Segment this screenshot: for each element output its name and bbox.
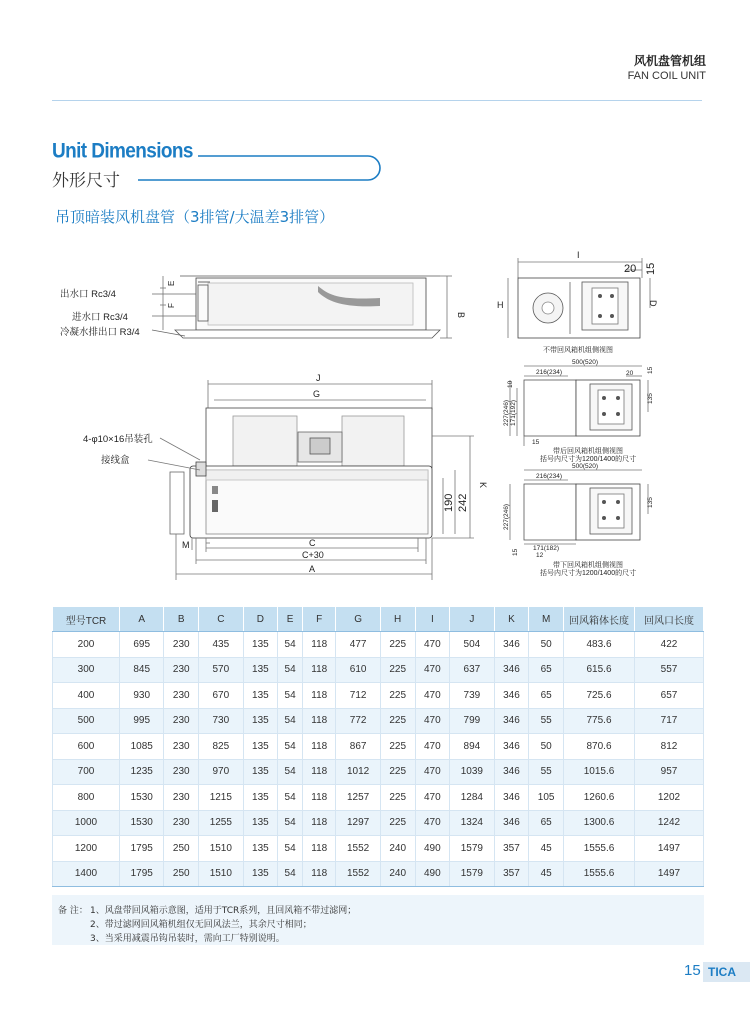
dim-135-b: 135 (647, 497, 654, 508)
dim-227-a: 227(246) (503, 399, 510, 426)
table-cell: 504 (450, 632, 494, 658)
table-cell: 470 (415, 810, 450, 836)
table-cell: 200 (53, 632, 120, 658)
table-header-cell: J (450, 607, 494, 632)
table-body (53, 632, 704, 887)
table-cell: 1242 (635, 810, 704, 836)
table-cell: 230 (164, 657, 199, 683)
table-header-cell: G (336, 607, 380, 632)
table-cell: 346 (494, 708, 529, 734)
table-cell: 739 (450, 683, 494, 709)
table-cell: 490 (415, 836, 450, 862)
table-cell: 1795 (120, 836, 164, 862)
table-cell: 357 (494, 861, 529, 887)
table-cell: 346 (494, 810, 529, 836)
table-cell: 225 (380, 657, 415, 683)
table-cell: 118 (303, 861, 336, 887)
dim-K: K (478, 482, 488, 489)
table-cell: 700 (53, 759, 120, 785)
table-header-cell: M (529, 607, 564, 632)
table-cell: 1297 (336, 810, 380, 836)
table-cell: 1015.6 (564, 759, 635, 785)
table-cell: 1497 (635, 836, 704, 862)
dimension-table (52, 607, 704, 887)
table-row (53, 734, 704, 760)
table-cell: 799 (450, 708, 494, 734)
table-row (53, 657, 704, 683)
table-cell: 600 (53, 734, 120, 760)
table-cell: 812 (635, 734, 704, 760)
table-cell: 717 (635, 708, 704, 734)
dim-15-b: 15 (532, 439, 540, 446)
table-cell: 135 (243, 785, 278, 811)
table-cell: 725.6 (564, 683, 635, 709)
table-cell: 240 (380, 836, 415, 862)
dim-A: A (309, 564, 316, 574)
table-cell: 225 (380, 708, 415, 734)
table-cell: 225 (380, 632, 415, 658)
table-cell: 230 (164, 785, 199, 811)
table-cell: 54 (278, 785, 303, 811)
label-inlet: 进水口 Rc3/4 (72, 312, 128, 323)
table-cell: 1000 (53, 810, 120, 836)
table-cell: 800 (53, 785, 120, 811)
dim-500-b: 500(520) (572, 463, 599, 470)
table-cell: 230 (164, 683, 199, 709)
table-cell: 970 (199, 759, 243, 785)
table-cell: 225 (380, 759, 415, 785)
table-cell: 230 (164, 632, 199, 658)
label-junction: 接线盒 (101, 455, 130, 466)
table-cell: 1260.6 (564, 785, 635, 811)
dim-242: 242 (457, 493, 469, 512)
table-row (53, 810, 704, 836)
table-cell: 225 (380, 683, 415, 709)
table-cell: 50 (529, 632, 564, 658)
table-cell: 135 (243, 708, 278, 734)
dim-H: H (497, 300, 504, 310)
caption-rear-1: 带后回风箱机组侧视图 (553, 448, 623, 455)
table-cell: 657 (635, 683, 704, 709)
label-hanger: 4-φ10×16吊装孔 (83, 434, 153, 445)
table-cell: 54 (278, 861, 303, 887)
table-cell: 65 (529, 810, 564, 836)
table-cell: 346 (494, 759, 529, 785)
table-cell: 1400 (53, 861, 120, 887)
dim-D: D (648, 300, 658, 307)
table-cell: 1555.6 (564, 836, 635, 862)
table-header-cell: A (120, 607, 164, 632)
table-cell: 54 (278, 759, 303, 785)
table-cell: 135 (243, 861, 278, 887)
dim-15-a: 15 (647, 366, 654, 374)
table-cell: 957 (635, 759, 704, 785)
table-cell: 357 (494, 836, 529, 862)
table-cell: 894 (450, 734, 494, 760)
table-cell: 1510 (199, 861, 243, 887)
table-cell: 1300.6 (564, 810, 635, 836)
right-view-rear-return (510, 366, 648, 446)
table-cell: 118 (303, 632, 336, 658)
table-cell: 225 (380, 810, 415, 836)
table-cell: 135 (243, 734, 278, 760)
table-cell: 670 (199, 683, 243, 709)
table-cell: 118 (303, 785, 336, 811)
table-cell: 470 (415, 632, 450, 658)
table-cell: 45 (529, 836, 564, 862)
table-cell: 1012 (336, 759, 380, 785)
table-cell: 118 (303, 759, 336, 785)
section-title-cn: 外形尺寸 (52, 171, 120, 191)
dim-20: 20 (624, 263, 637, 275)
table-cell: 470 (415, 759, 450, 785)
table-cell: 570 (199, 657, 243, 683)
dim-B: B (456, 312, 466, 319)
side-view (152, 276, 452, 338)
right-view-bottom-return (510, 470, 648, 544)
table-cell: 230 (164, 734, 199, 760)
table-row (53, 861, 704, 887)
caption-bottom-2: 括号内尺寸为1200/1400的尺寸 (540, 570, 637, 577)
table-row (53, 759, 704, 785)
table-cell: 54 (278, 734, 303, 760)
table-cell: 346 (494, 683, 529, 709)
table-cell: 346 (494, 785, 529, 811)
table-cell: 1552 (336, 861, 380, 887)
table-cell: 225 (380, 734, 415, 760)
table-cell: 775.6 (564, 708, 635, 734)
table-cell: 250 (164, 836, 199, 862)
table-cell: 54 (278, 836, 303, 862)
table-cell: 825 (199, 734, 243, 760)
table-header-cell: I (415, 607, 450, 632)
table-cell: 867 (336, 734, 380, 760)
dim-M: M (182, 540, 190, 550)
dim-C: C (309, 538, 316, 548)
table-cell: 118 (303, 734, 336, 760)
dim-227-b: 227(246) (503, 503, 510, 530)
table-cell: 118 (303, 657, 336, 683)
dim-15-c: 15 (512, 548, 519, 556)
table-header-cell: H (380, 607, 415, 632)
table-cell: 1579 (450, 861, 494, 887)
section-title-en: Unit Dimensions (52, 139, 193, 163)
table-cell: 135 (243, 836, 278, 862)
dim-J: J (316, 373, 321, 383)
table-cell: 346 (494, 734, 529, 760)
table-cell: 470 (415, 657, 450, 683)
table-cell: 490 (415, 861, 450, 887)
table-header-row (53, 607, 704, 632)
table-cell: 54 (278, 632, 303, 658)
notes-prefix: 备 注： (58, 906, 88, 916)
table-cell: 135 (243, 683, 278, 709)
table-cell: 300 (53, 657, 120, 683)
dim-171-b: 171(182) (533, 545, 560, 552)
table-cell: 118 (303, 683, 336, 709)
table-cell: 1085 (120, 734, 164, 760)
table-cell: 1284 (450, 785, 494, 811)
table-cell: 230 (164, 759, 199, 785)
table-row (53, 785, 704, 811)
table-cell: 230 (164, 708, 199, 734)
caption-no-return: 不带回风箱机组侧视图 (543, 347, 613, 354)
table-cell: 1552 (336, 836, 380, 862)
table-cell: 470 (415, 734, 450, 760)
table-cell: 477 (336, 632, 380, 658)
table-cell: 1215 (199, 785, 243, 811)
table-row (53, 836, 704, 862)
table-cell: 54 (278, 657, 303, 683)
table-cell: 400 (53, 683, 120, 709)
table-cell: 930 (120, 683, 164, 709)
table-cell: 695 (120, 632, 164, 658)
caption-rear-2: 括号内尺寸为1200/1400的尺寸 (540, 456, 637, 463)
notes-box (52, 895, 704, 945)
table-header-cell: 回风箱体长度 (564, 607, 635, 632)
table-cell: 435 (199, 632, 243, 658)
table-cell: 65 (529, 657, 564, 683)
table-cell: 483.6 (564, 632, 635, 658)
dim-12: 12 (536, 552, 544, 559)
table-cell: 1324 (450, 810, 494, 836)
table-cell: 730 (199, 708, 243, 734)
table-cell: 1530 (120, 785, 164, 811)
table-cell: 54 (278, 708, 303, 734)
table-cell: 1497 (635, 861, 704, 887)
table-row (53, 683, 704, 709)
table-cell: 995 (120, 708, 164, 734)
caption-bottom-1: 带下回风箱机组侧视图 (553, 562, 623, 569)
table-cell: 615.6 (564, 657, 635, 683)
table-cell: 135 (243, 632, 278, 658)
table-cell: 346 (494, 657, 529, 683)
note-1: 1、风盘带回风箱示意图，适用于TCR系列，且回风箱不带过滤网； (90, 906, 357, 916)
table-cell: 422 (635, 632, 704, 658)
table-cell: 845 (120, 657, 164, 683)
table-cell: 470 (415, 785, 450, 811)
table-cell: 637 (450, 657, 494, 683)
label-outlet: 出水口 Rc3/4 (60, 289, 116, 300)
header-title-cn: 风机盘管机组 (633, 54, 706, 68)
table-cell: 225 (380, 785, 415, 811)
table-header-cell: B (164, 607, 199, 632)
table-cell: 135 (243, 759, 278, 785)
dim-216-a: 216(234) (536, 369, 563, 376)
table-cell: 135 (243, 810, 278, 836)
dim-G: G (313, 389, 321, 399)
table-cell: 118 (303, 810, 336, 836)
dim-F: F (167, 303, 176, 308)
table-header-cell: F (303, 607, 336, 632)
table-cell: 1202 (635, 785, 704, 811)
table-cell: 1257 (336, 785, 380, 811)
table-cell: 54 (278, 683, 303, 709)
table-cell: 135 (243, 657, 278, 683)
brand-logo: TICA (708, 965, 736, 979)
table-cell: 105 (529, 785, 564, 811)
table-cell: 346 (494, 632, 529, 658)
dim-15: 15 (645, 262, 657, 275)
dim-I: I (577, 250, 580, 260)
table-cell: 1039 (450, 759, 494, 785)
table-header-cell: K (494, 607, 529, 632)
table-row (53, 632, 704, 658)
table-cell: 65 (529, 683, 564, 709)
table-cell: 50 (529, 734, 564, 760)
subtitle: 吊顶暗装风机盘管（3排管/大温差3排管） (55, 208, 335, 226)
table-row (53, 708, 704, 734)
table-cell: 1555.6 (564, 861, 635, 887)
table-cell: 1795 (120, 861, 164, 887)
dim-C30: C+30 (302, 550, 324, 560)
note-2: 2、带过滤网回风箱机组仅无回风法兰，其余尺寸相同； (90, 920, 312, 930)
table-cell: 870.6 (564, 734, 635, 760)
table-cell: 1235 (120, 759, 164, 785)
table-cell: 54 (278, 810, 303, 836)
table-cell: 240 (380, 861, 415, 887)
dim-190: 190 (443, 493, 455, 512)
table-header-cell: C (199, 607, 243, 632)
table-cell: 470 (415, 708, 450, 734)
dim-135-a: 135 (647, 393, 654, 404)
table-header-cell: E (278, 607, 303, 632)
table-cell: 1200 (53, 836, 120, 862)
table-header-cell: 型号TCR (53, 607, 120, 632)
table-cell: 1530 (120, 810, 164, 836)
table-header-cell: 回风口长度 (635, 607, 704, 632)
table-cell: 1510 (199, 836, 243, 862)
table-cell: 1579 (450, 836, 494, 862)
dim-216-b: 216(234) (536, 473, 563, 480)
table-cell: 1255 (199, 810, 243, 836)
page-number: 15 (684, 962, 701, 979)
label-drain: 冷凝水排出口 R3/4 (60, 327, 140, 338)
table-cell: 470 (415, 683, 450, 709)
table-cell: 118 (303, 836, 336, 862)
table-cell: 610 (336, 657, 380, 683)
dim-20-a: 20 (626, 370, 634, 377)
table-cell: 230 (164, 810, 199, 836)
dim-500-a: 500(520) (572, 359, 599, 366)
dim-171-a: 171(192) (510, 399, 517, 426)
table-cell: 250 (164, 861, 199, 887)
table-cell: 55 (529, 759, 564, 785)
table-cell: 500 (53, 708, 120, 734)
dim-50-a: 10 (507, 380, 514, 388)
table-cell: 557 (635, 657, 704, 683)
header-title-en: FAN COIL UNIT (627, 70, 706, 82)
table-cell: 712 (336, 683, 380, 709)
table-header-cell: D (243, 607, 278, 632)
table-cell: 118 (303, 708, 336, 734)
table-cell: 55 (529, 708, 564, 734)
table-cell: 772 (336, 708, 380, 734)
note-3: 3、当采用减震吊钩吊装时，需向工厂特别说明。 (90, 934, 285, 944)
dim-E: E (167, 280, 176, 286)
table-cell: 45 (529, 861, 564, 887)
